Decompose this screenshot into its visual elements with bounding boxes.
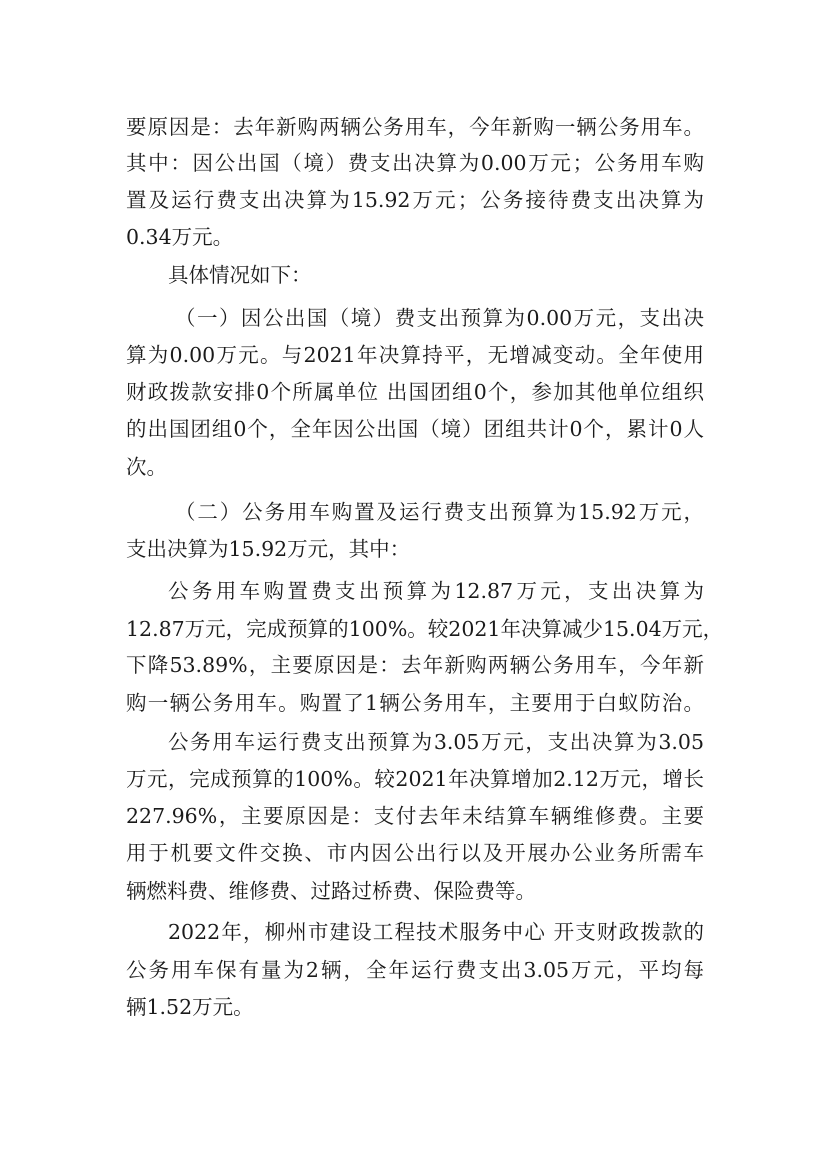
text-line: 购一辆公务用车。购置了1辆公务用车，主要用于白蚁防治。 [126, 691, 704, 715]
text-line: 算为0.00万元。与2021年决算持平，无增减变动。全年使用 [126, 343, 704, 367]
text-line: 12.87万元，完成预算的100%。较2021年决算减少15.04万元， [126, 617, 724, 641]
text-line: 具体情况如下： [168, 263, 312, 287]
text-line: 用于机要文件交换、市内因公出行以及开展办公业务所需车 [126, 841, 704, 865]
text-line: 支出决算为15.92万元，其中： [126, 537, 411, 561]
text-line: 公务用车运行费支出预算为3.05万元，支出决算为3.05 [168, 730, 704, 754]
text-line: 公务用车保有量为2辆，全年运行费支出3.05万元，平均每 [126, 958, 704, 982]
text-line: 227.96%，主要原因是：支付去年未结算车辆维修费。主要 [126, 804, 704, 828]
text-line: 置及运行费支出决算为15.92万元；公务接待费支出决算为 [126, 188, 704, 212]
text-line: 辆1.52万元。 [126, 995, 254, 1019]
text-line: 要原因是：去年新购两辆公务用车，今年新购一辆公务用车。 [126, 115, 704, 139]
text-line: 其中：因公出国（境）费支出决算为0.00万元；公务用车购 [126, 151, 704, 175]
text-line: 2022年，柳州市建设工程技术服务中心 开支财政拨款的 [168, 920, 704, 944]
text-line: 下降53.89%，主要原因是：去年新购两辆公务用车，今年新 [126, 653, 704, 677]
text-line: 万元，完成预算的100%。较2021年决算增加2.12万元，增长 [126, 767, 704, 791]
text-line: （一）因公出国（境）费支出预算为0.00万元，支出决 [175, 306, 704, 330]
text-line: 次。 [126, 455, 167, 479]
text-line: （二）公务用车购置及运行费支出预算为15.92万元， [175, 500, 704, 524]
text-line: 公务用车购置费支出预算为12.87万元，支出决算为 [168, 579, 704, 603]
text-line: 0.34万元。 [126, 225, 234, 249]
text-line: 辆燃料费、维修费、过路过桥费、保险费等。 [126, 879, 536, 903]
text-line: 财政拨款安排0个所属单位 出国团组0个，参加其他单位组织 [126, 380, 704, 404]
text-line: 的出国团组0个，全年因公出国（境）团组共计0个，累计0人 [126, 417, 704, 441]
